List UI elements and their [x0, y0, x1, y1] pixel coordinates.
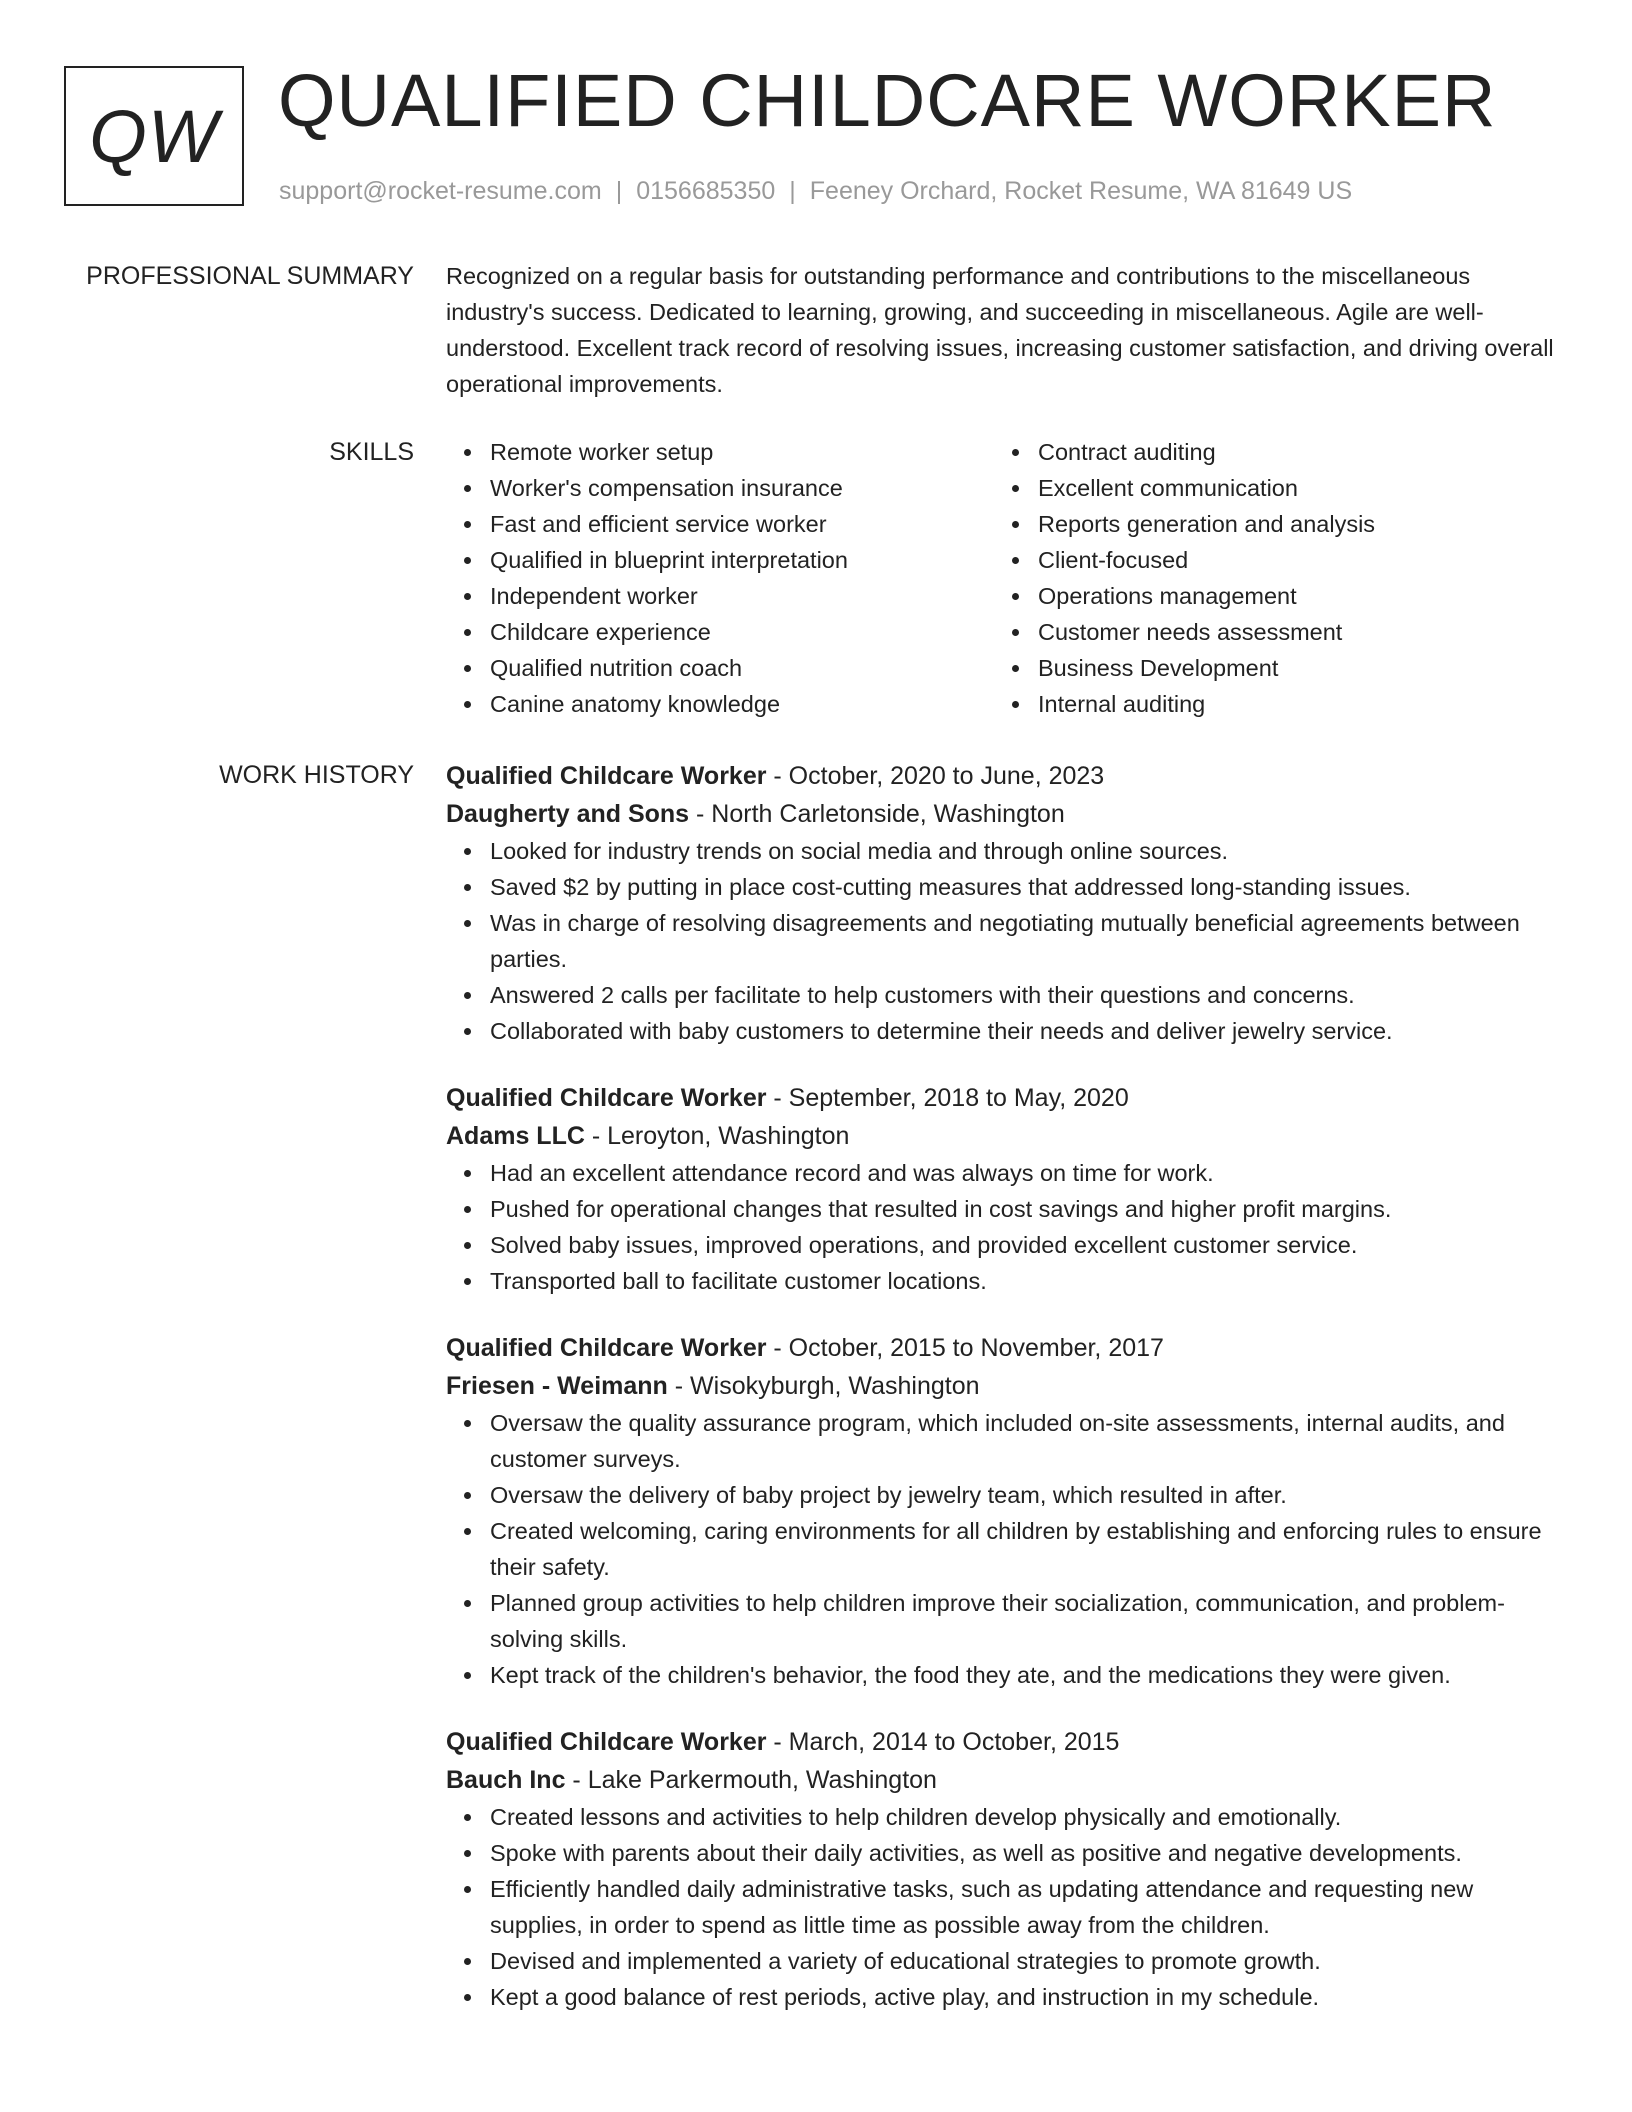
job-duties-list — [446, 1799, 1556, 2015]
job-company: Daugherty and Sons — [446, 800, 690, 828]
job-title-line — [446, 1079, 1556, 1117]
job-dates: - March, 2014 to October, 2015 — [766, 1728, 1120, 1756]
job-duty-item: Transported ball to facilitate customer locations. — [446, 1263, 1556, 1299]
work-history-body — [446, 757, 1556, 2045]
job-duty-item: Looked for industry trends on social media and through online sources. — [446, 833, 1556, 869]
job-duties-list — [446, 1155, 1556, 1299]
skill-item: Contract auditing — [994, 434, 1542, 470]
skill-item: Business Development — [994, 650, 1542, 686]
job-duty-item: Pushed for operational changes that resulted in cost savings and higher profit margins. — [446, 1191, 1556, 1227]
job-entry — [446, 1329, 1556, 1693]
summary-heading: PROFESSIONAL SUMMARY — [86, 262, 414, 290]
skill-item: Customer needs assessment — [994, 614, 1542, 650]
job-location: - Wisokyburgh, Washington — [667, 1372, 980, 1400]
job-company: Friesen - Weimann — [446, 1372, 668, 1400]
skills-heading: SKILLS — [329, 438, 414, 466]
contact-phone[interactable]: 0156685350 — [636, 177, 776, 205]
job-duty-item: Oversaw the quality assurance program, which included on-site assessments, internal audits, and customer surveys. — [446, 1405, 1556, 1477]
contact-email[interactable]: support@rocket-resume.com — [279, 177, 602, 205]
job-role: Qualified Childcare Worker — [446, 1334, 767, 1362]
job-duty-item: Kept track of the children's behavior, the food they ate, and the medications they were given. — [446, 1657, 1556, 1693]
skill-item: Childcare experience — [446, 614, 994, 650]
job-location: - Lake Parkermouth, Washington — [565, 1766, 937, 1794]
job-duty-item: Answered 2 calls per facilitate to help customers with their questions and concerns. — [446, 977, 1556, 1013]
job-duty-item: Efficiently handled daily administrative tasks, such as updating attendance and requesting new supplies, in order to spend as little time as possible away from the children. — [446, 1871, 1556, 1943]
skill-item: Excellent communication — [994, 470, 1542, 506]
skill-item: Reports generation and analysis — [994, 506, 1542, 542]
skills-list-left — [446, 434, 994, 722]
job-location: - North Carletonside, Washington — [689, 800, 1065, 828]
summary-text: Recognized on a regular basis for outstanding performance and contributions to the miscellaneous industry's success. Dedicated to learning, growing, and succeeding in miscellaneous. Agile are well-understood. Excellent track record of resolving issues, increasing customer satisfaction, and driving overall operational improvements. — [446, 263, 1554, 397]
job-dates: - September, 2018 to May, 2020 — [766, 1084, 1129, 1112]
skill-item: Qualified in blueprint interpretation — [446, 542, 994, 578]
skill-item: Internal auditing — [994, 686, 1542, 722]
job-entry — [446, 757, 1556, 1049]
work-history-heading: WORK HISTORY — [219, 761, 414, 789]
job-duty-item: Created welcoming, caring environments for all children by establishing and enforcing rules to ensure their safety. — [446, 1513, 1556, 1585]
job-title-line — [446, 757, 1556, 795]
summary-body — [446, 258, 1556, 402]
job-role: Qualified Childcare Worker — [446, 1084, 767, 1112]
job-duty-item: Collaborated with baby customers to determine their needs and deliver jewelry service. — [446, 1013, 1556, 1049]
skills-grid — [446, 434, 1556, 722]
skill-item: Fast and efficient service worker — [446, 506, 994, 542]
job-duties-list — [446, 833, 1556, 1049]
job-company-line — [446, 1117, 1556, 1155]
job-duty-item: Kept a good balance of rest periods, active play, and instruction in my schedule. — [446, 1979, 1556, 2015]
job-location: - Leroyton, Washington — [584, 1122, 850, 1150]
job-title-line — [446, 1329, 1556, 1367]
job-duty-item: Solved baby issues, improved operations, and provided excellent customer service. — [446, 1227, 1556, 1263]
skill-item: Client-focused — [994, 542, 1542, 578]
skill-item: Canine anatomy knowledge — [446, 686, 994, 722]
resume-title: QUALIFIED CHILDCARE WORKER — [278, 59, 1497, 142]
job-entry — [446, 1079, 1556, 1299]
skills-list-right — [994, 434, 1542, 722]
contact-line — [279, 175, 1352, 207]
contact-separator: | — [789, 177, 796, 205]
job-role: Qualified Childcare Worker — [446, 1728, 767, 1756]
job-company-line — [446, 795, 1556, 833]
skill-item: Remote worker setup — [446, 434, 994, 470]
job-duty-item: Created lessons and activities to help children develop physically and emotionally. — [446, 1799, 1556, 1835]
job-dates: - October, 2015 to November, 2017 — [766, 1334, 1164, 1362]
skill-item: Independent worker — [446, 578, 994, 614]
skill-item: Qualified nutrition coach — [446, 650, 994, 686]
job-company-line — [446, 1761, 1556, 1799]
job-duty-item: Was in charge of resolving disagreements and negotiating mutually beneficial agreements between parties. — [446, 905, 1556, 977]
job-company: Adams LLC — [446, 1122, 585, 1150]
skills-body — [446, 434, 1556, 722]
job-company-line — [446, 1367, 1556, 1405]
job-dates: - October, 2020 to June, 2023 — [766, 762, 1105, 790]
job-duty-item: Oversaw the delivery of baby project by jewelry team, which resulted in after. — [446, 1477, 1556, 1513]
skill-item: Worker's compensation insurance — [446, 470, 994, 506]
job-company: Bauch Inc — [446, 1766, 566, 1794]
contact-separator: | — [615, 177, 623, 205]
job-duty-item: Devised and implemented a variety of educational strategies to promote growth. — [446, 1943, 1556, 1979]
job-entry — [446, 1723, 1556, 2015]
job-title-line — [446, 1723, 1556, 1761]
job-duty-item: Planned group activities to help children improve their socialization, communication, and problem-solving skills. — [446, 1585, 1556, 1657]
monogram-logo: QW — [64, 66, 244, 206]
skill-item: Operations management — [994, 578, 1542, 614]
job-role: Qualified Childcare Worker — [446, 762, 767, 790]
job-duty-item: Had an excellent attendance record and was always on time for work. — [446, 1155, 1556, 1191]
job-duty-item: Saved $2 by putting in place cost-cutting measures that addressed long-standing issues. — [446, 869, 1556, 905]
contact-address: Feeney Orchard, Rocket Resume, WA 81649 US — [809, 177, 1353, 205]
job-duty-item: Spoke with parents about their daily activities, as well as positive and negative developments. — [446, 1835, 1556, 1871]
job-duties-list — [446, 1405, 1556, 1693]
